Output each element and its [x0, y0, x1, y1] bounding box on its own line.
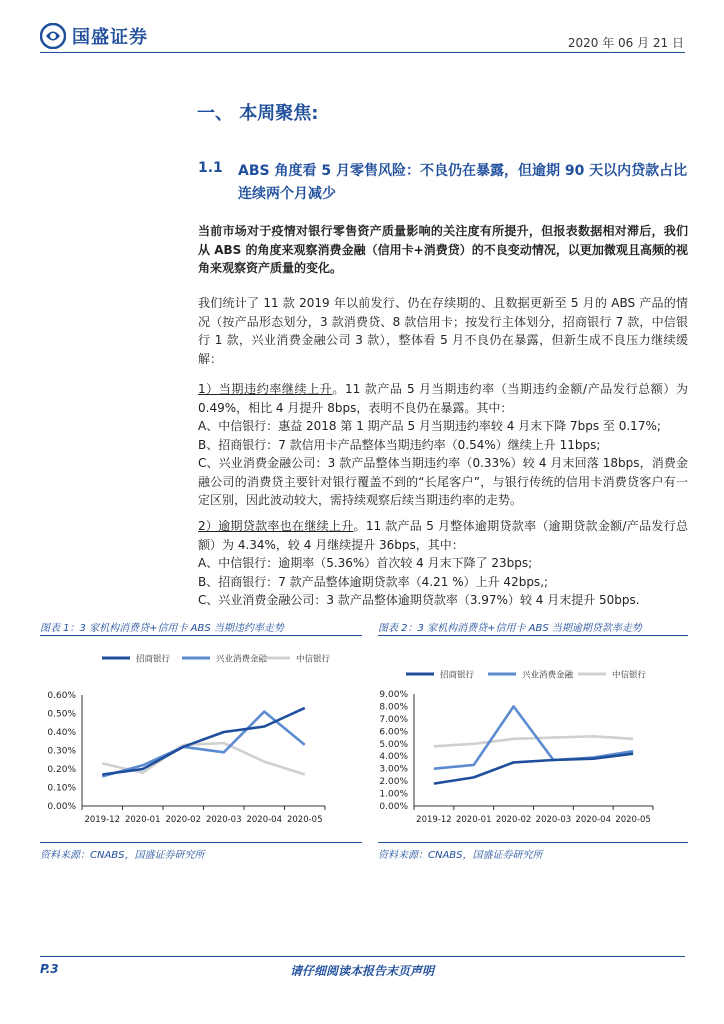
chart2-legend-label-2: 中信银行 — [612, 670, 647, 681]
section-title: 一、 本周聚焦: — [197, 103, 319, 124]
chart2-ytick-label: 7.00% — [379, 714, 408, 725]
figure1-title: 图表 1：3 家机构消费贷+信用卡 ABS 当期违约率走势 — [40, 623, 284, 634]
figure2-chart — [378, 645, 688, 840]
chart2-ytick-label: 3.00% — [379, 764, 408, 775]
chart2-ytick-label: 4.00% — [379, 752, 408, 763]
chart1-xtick-label: 2020-05 — [286, 815, 323, 825]
chart1-xtick-label: 2020-04 — [246, 815, 283, 825]
chart2-legend-label-1: 兴业消费金融 — [522, 670, 574, 681]
chart2-xtick-label: 2019-12 — [416, 815, 452, 825]
default-rate-item-b: B、招商银行：7 款信用卡产品整体当期违约率（0.54%）继续上升 11bps; — [198, 437, 601, 452]
overdue-rate-text: 。11 款产品 5 月整体逾期贷款率（逾期贷款金额/产品发行总额）为 4.34%，较 4 月继续提升 36bps，其中： — [198, 519, 688, 552]
chart1-ytick-label: 0.10% — [47, 783, 76, 794]
chart2-ytick-label: 1.00% — [379, 789, 408, 800]
default-rate-text: 。11 款产品 5 月当期违约率（当期违约金额/产品发行总额）为 0.49%，相比 4 月提升 8bps，表明不良仍在暴露。其中： — [198, 382, 688, 415]
subsection-number: 1.1 — [198, 160, 223, 176]
page-number: P.3 — [40, 962, 59, 976]
stats-paragraph: 我们统计了 11 款 2019 年以前发行、仍在存续期的、且数据更新至 5 月的 ABS 产品的情况（按产品形态划分，3 款消费贷、8 款信用卡；按发行主体划分，招商银行 7 款，中信银行 1 款，兴业消费金融公司 3 款），整体看 5 月不良仍在暴露，但新生成不良压力继续缓解： — [198, 296, 688, 366]
figure1-bottom-rule — [40, 842, 362, 843]
chart1-ytick-label: 0.20% — [47, 765, 76, 775]
figure1-top-rule — [40, 635, 362, 636]
chart1-legend-label-1: 兴业消费金融 — [216, 654, 268, 665]
overdue-rate-item-b: B、招商银行：7 款产品整体逾期贷款率（4.21 %）上升 42bps,; — [198, 574, 549, 589]
chart2-ytick-label: 2.00% — [379, 777, 408, 788]
default-rate-item-a: A、中信银行：惠益 2018 第 1 期产品 5 月当期违约率较 4 月末下降 7bps 至 0.17%; — [198, 419, 661, 433]
chart2-xtick-label: 2020-01 — [455, 815, 492, 825]
overdue-rate-item-c: C、兴业消费金融公司：3 款产品整体逾期贷款率（3.97%）较 4 月末提升 50bps. — [198, 593, 640, 607]
chart2-xtick-label: 2020-04 — [575, 815, 612, 825]
chart2-ytick-label: 9.00% — [379, 690, 408, 700]
chart1-xtick-label: 2020-01 — [124, 815, 161, 825]
chart2-xtick-label: 2020-02 — [495, 815, 532, 825]
chart2-xtick-label: 2020-03 — [535, 815, 572, 825]
chart1-ytick-label: 0.30% — [47, 746, 76, 757]
chart2-ytick-label: 5.00% — [379, 739, 408, 750]
chart1-xtick-label: 2020-02 — [165, 815, 202, 825]
chart1-ytick-label: 0.00% — [47, 802, 76, 812]
figure2-source: 资料来源：CNABS，国盛证券研究所 — [378, 850, 543, 861]
chart1-ytick-label: 0.40% — [47, 728, 76, 738]
chart1-xtick-label: 2019-12 — [84, 815, 121, 825]
chart1-xtick-label: 2020-03 — [205, 815, 242, 825]
logo-text: 国盛证券 — [72, 27, 148, 48]
default-rate-item-c: C、兴业消费金融公司：3 款产品整体当期违约率（0.33%）较 4 月末回落 18bps，消费金融公司的消费贷主要针对银行覆盖不到的“长尾客户”，与银行传统的信用卡消费贷客户有一定区别，因此波动较大，需持续观察后续当期违约率的走势。 — [198, 456, 688, 507]
default-rate-block — [198, 380, 688, 510]
brand-logo — [40, 22, 170, 50]
chart1-ytick-label: 0.50% — [47, 709, 76, 720]
chart1-legend-label-0: 招商银行 — [136, 654, 171, 665]
chart2-xtick-label: 2020-05 — [615, 815, 651, 825]
chart2-ytick-label: 8.00% — [379, 702, 408, 713]
figure1-source: 资料来源：CNABS，国盛证券研究所 — [40, 850, 205, 861]
chart2-legend-label-0: 招商银行 — [440, 670, 475, 681]
figure2-title: 图表 2：3 家机构消费贷+信用卡 ABS 当期逾期贷款率走势 — [378, 623, 642, 634]
report-date: 2020 年 06 月 21 日 — [567, 36, 684, 50]
chart2-ytick-label: 6.00% — [379, 727, 408, 738]
overdue-rate-block — [198, 517, 688, 610]
disclaimer-notice: 请仔细阅读本报告末页声明 — [289, 964, 434, 978]
chart1-ytick-label: 0.60% — [47, 691, 76, 701]
figure2-bottom-rule — [378, 842, 688, 843]
header-divider — [40, 52, 685, 53]
default-rate-lead: 1）当期违约率继续上升 — [198, 382, 333, 396]
chart2-series-line-0 — [434, 754, 633, 784]
chart1-legend-label-2: 中信银行 — [296, 654, 331, 665]
subsection-title: ABS 角度看 5 月零售风险：不良仍在暴露，但逾期 90 天以内贷款占比连续两个月减少 — [238, 163, 688, 202]
overdue-rate-lead: 2）逾期贷款率也在继续上升 — [198, 519, 354, 533]
figure2-top-rule — [378, 635, 688, 636]
chart2-ytick-label: 0.00% — [379, 802, 408, 812]
chart2-series-line-2 — [434, 736, 633, 746]
intro-paragraph: 当前市场对于疫情对银行零售资产质量影响的关注度有所提升，但报表数据相对滞后，我们从 ABS 的角度来观察消费金融（信用卡+消费贷）的不良变动情况，以更加微观且高频的视角来观察资产质量的变化。 — [198, 224, 688, 275]
footer-divider — [40, 956, 685, 957]
overdue-rate-item-a: A、中信银行：逾期率（5.36%）首次较 4 月末下降了 23bps; — [198, 556, 533, 570]
figure1-chart — [40, 645, 362, 840]
logo-icon — [40, 23, 66, 49]
